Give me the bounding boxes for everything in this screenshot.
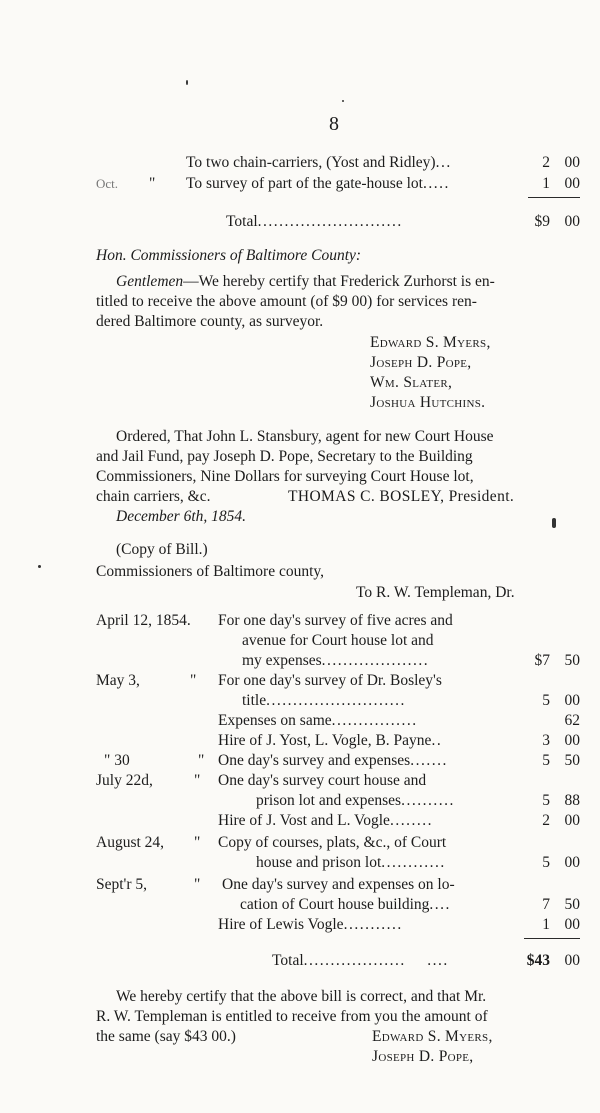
bill-row-cents: 00 [564, 854, 580, 871]
bill-row-dollars: 5 [542, 854, 550, 871]
dot-leader: .......... [401, 792, 455, 809]
bill-row-text-end: cation of Court house building [240, 896, 430, 913]
bill-row-date: " 30 [104, 752, 130, 769]
bill-row-text: To two chain-carriers, (Yost and Ridley) [186, 154, 436, 171]
order-line: chain carriers, &c. [96, 488, 211, 505]
certificate-line: We hereby certify that the above bill is correct, and that Mr. [116, 988, 487, 1005]
bill-row-text: To survey of part of the gate-house lot [186, 175, 423, 192]
ink-speck [38, 565, 41, 568]
bill-row-text: Copy of courses, plats, &c., of Court [218, 834, 447, 851]
bill-row-text: One day's survey court house and [218, 772, 427, 789]
copy-of-bill-heading: (Copy of Bill.) [116, 541, 208, 558]
bill-row-text-end: house and prison lot [256, 854, 382, 871]
order-line: Commissioners, Nine Dollars for surveying Court House lot, [96, 468, 474, 485]
bill-row-dollars: 2 [542, 812, 550, 829]
ditto-mark: " [194, 834, 201, 851]
bill-row-text [256, 853, 446, 873]
bill-row-text [242, 691, 406, 711]
bill-row-text-end: my expenses [242, 652, 322, 669]
bill-row-date: August 24, [96, 834, 165, 851]
bill-row-cents: 00 [564, 732, 580, 749]
dot-leader: ..... [422, 175, 450, 192]
address-heading: Hon. Commissioners of Baltimore County: [96, 247, 362, 264]
ditto-mark: " [149, 175, 156, 192]
ink-speck [186, 80, 188, 85]
signer: Joseph D. Pope, [372, 1048, 474, 1065]
certificate-text: —We hereby certify that Frederick Zurhorst is en- [183, 273, 495, 290]
page-number: 8 [329, 113, 339, 135]
signer: Edward S. Myers, [372, 1028, 493, 1045]
bill-row-cents: 00 [564, 812, 580, 829]
bill-row-text-end: Hire of J. Yost, L. Vogle, B. Payne [218, 732, 432, 749]
bill-total [226, 212, 403, 232]
order-date: December 6th, 1854. [116, 508, 246, 525]
dot-leader: .......................... [266, 692, 406, 709]
order-line: and Jail Fund, pay Joseph D. Pope, Secretary to the Building [96, 448, 473, 465]
bill-row-text [218, 915, 403, 935]
dot-leader: ... [435, 154, 452, 171]
ditto-mark: " [190, 672, 197, 689]
bill-row-text [218, 711, 418, 731]
salutation: Gentlemen [116, 273, 184, 290]
creditor: To R. W. Templeman, Dr. [356, 584, 515, 601]
bill-row-cents: 62 [564, 712, 580, 729]
total-rule [528, 197, 580, 198]
bill-row-dollars: 5 [542, 792, 550, 809]
bill-row-text: For one day's survey of five acres and [218, 612, 453, 629]
ink-speck [342, 100, 344, 102]
bill-row-cents: 00 [564, 692, 580, 709]
bill-row-text-end: Expenses on same [218, 712, 332, 729]
ditto-mark: " [198, 752, 205, 769]
certificate-line: the same (say $43 00.) [96, 1028, 236, 1045]
bill-row-text: One day's survey and expenses on lo- [222, 876, 455, 893]
bill-row-dollars: 1 [542, 916, 550, 933]
bill-row-text-end: One day's survey and expenses [218, 752, 411, 769]
bill-row-text [218, 751, 448, 771]
total-dollars: $9 [534, 213, 550, 230]
bill-row-text: avenue for Court house lot and [242, 632, 434, 649]
bill-row-cents: 00 [564, 916, 580, 933]
bill-row-text-end: Hire of Lewis Vogle [218, 916, 344, 933]
total-dollars: $43 [526, 952, 550, 969]
dot-leader: ................... .... [303, 952, 449, 969]
certificate-line [116, 272, 495, 292]
addressee: Commissioners of Baltimore county, [96, 563, 325, 580]
bill-row-text-end: Hire of J. Vost and L. Vogle [218, 812, 390, 829]
bill-row-text [240, 895, 451, 915]
bill-row-cents: 00 [564, 154, 580, 171]
bill-row-text [218, 811, 433, 831]
bill-row-date: Sept'r 5, [96, 876, 148, 893]
bill-row-text: For one day's survey of Dr. Bosley's [218, 672, 442, 689]
signer: Joseph D. Pope, [370, 354, 472, 371]
bill-row-cents: 50 [564, 896, 580, 913]
bill-row-text [242, 651, 429, 671]
signer: Joshua Hutchins. [370, 394, 486, 411]
bill-row-item [186, 153, 452, 173]
bill-row-dollars: $7 [534, 652, 550, 669]
bill-row-cents: 00 [564, 175, 580, 192]
bill-row-dollars: 2 [542, 154, 550, 171]
ditto-mark: " [194, 876, 201, 893]
certificate-line: R. W. Templeman is entitled to receive from you the amount of [96, 1008, 488, 1025]
certificate-line: titled to receive the above amount (of $9 00) for services ren- [96, 293, 477, 310]
dot-leader: .. [431, 732, 443, 749]
bill-row-dollars: 3 [542, 732, 550, 749]
order-line: Ordered, That John L. Stansbury, agent for new Court House [116, 428, 494, 445]
bill-row-item [186, 174, 450, 194]
dot-leader: ....... [410, 752, 448, 769]
dot-leader: ........... [343, 916, 403, 933]
ink-speck [552, 518, 556, 528]
dot-leader: ........................... [257, 213, 403, 230]
bill-row-cents: 50 [564, 652, 580, 669]
bill-row-cents: 88 [564, 792, 580, 809]
total-label: Total [272, 952, 304, 969]
bill-total [272, 951, 449, 971]
dot-leader: ........ [389, 812, 433, 829]
bill-row-date: May 3, [96, 672, 140, 689]
bill-row-text [218, 731, 442, 751]
signer: Wm. Slater, [370, 374, 453, 391]
dot-leader: ................ [331, 712, 418, 729]
total-rule [524, 938, 580, 939]
total-cents: 00 [564, 952, 580, 969]
bill-row-dollars: 5 [542, 752, 550, 769]
bill-row-date: July 22d, [96, 772, 153, 789]
bill-row-date: Oct. [96, 176, 119, 191]
total-cents: 00 [564, 213, 580, 230]
bill-row-dollars: 1 [542, 175, 550, 192]
bill-row-date: April 12, 1854. [96, 612, 191, 629]
bill-row-cents: 50 [564, 752, 580, 769]
bill-row-text [256, 791, 455, 811]
dot-leader: ............ [381, 854, 446, 871]
dot-leader: .................... [321, 652, 430, 669]
bill-row-text-end: prison lot and expenses [256, 792, 402, 809]
total-label: Total [226, 213, 258, 230]
certificate-line: dered Baltimore county, as surveyor. [96, 313, 324, 330]
bill-row-dollars: 7 [542, 896, 550, 913]
signer: Edward S. Myers, [370, 334, 491, 351]
ditto-mark: " [194, 772, 201, 789]
president-signature: THOMAS C. BOSLEY, President. [288, 488, 515, 505]
bill-row-text-end: title [242, 692, 267, 709]
bill-row-dollars: 5 [542, 692, 550, 709]
dot-leader: .... [429, 896, 451, 913]
